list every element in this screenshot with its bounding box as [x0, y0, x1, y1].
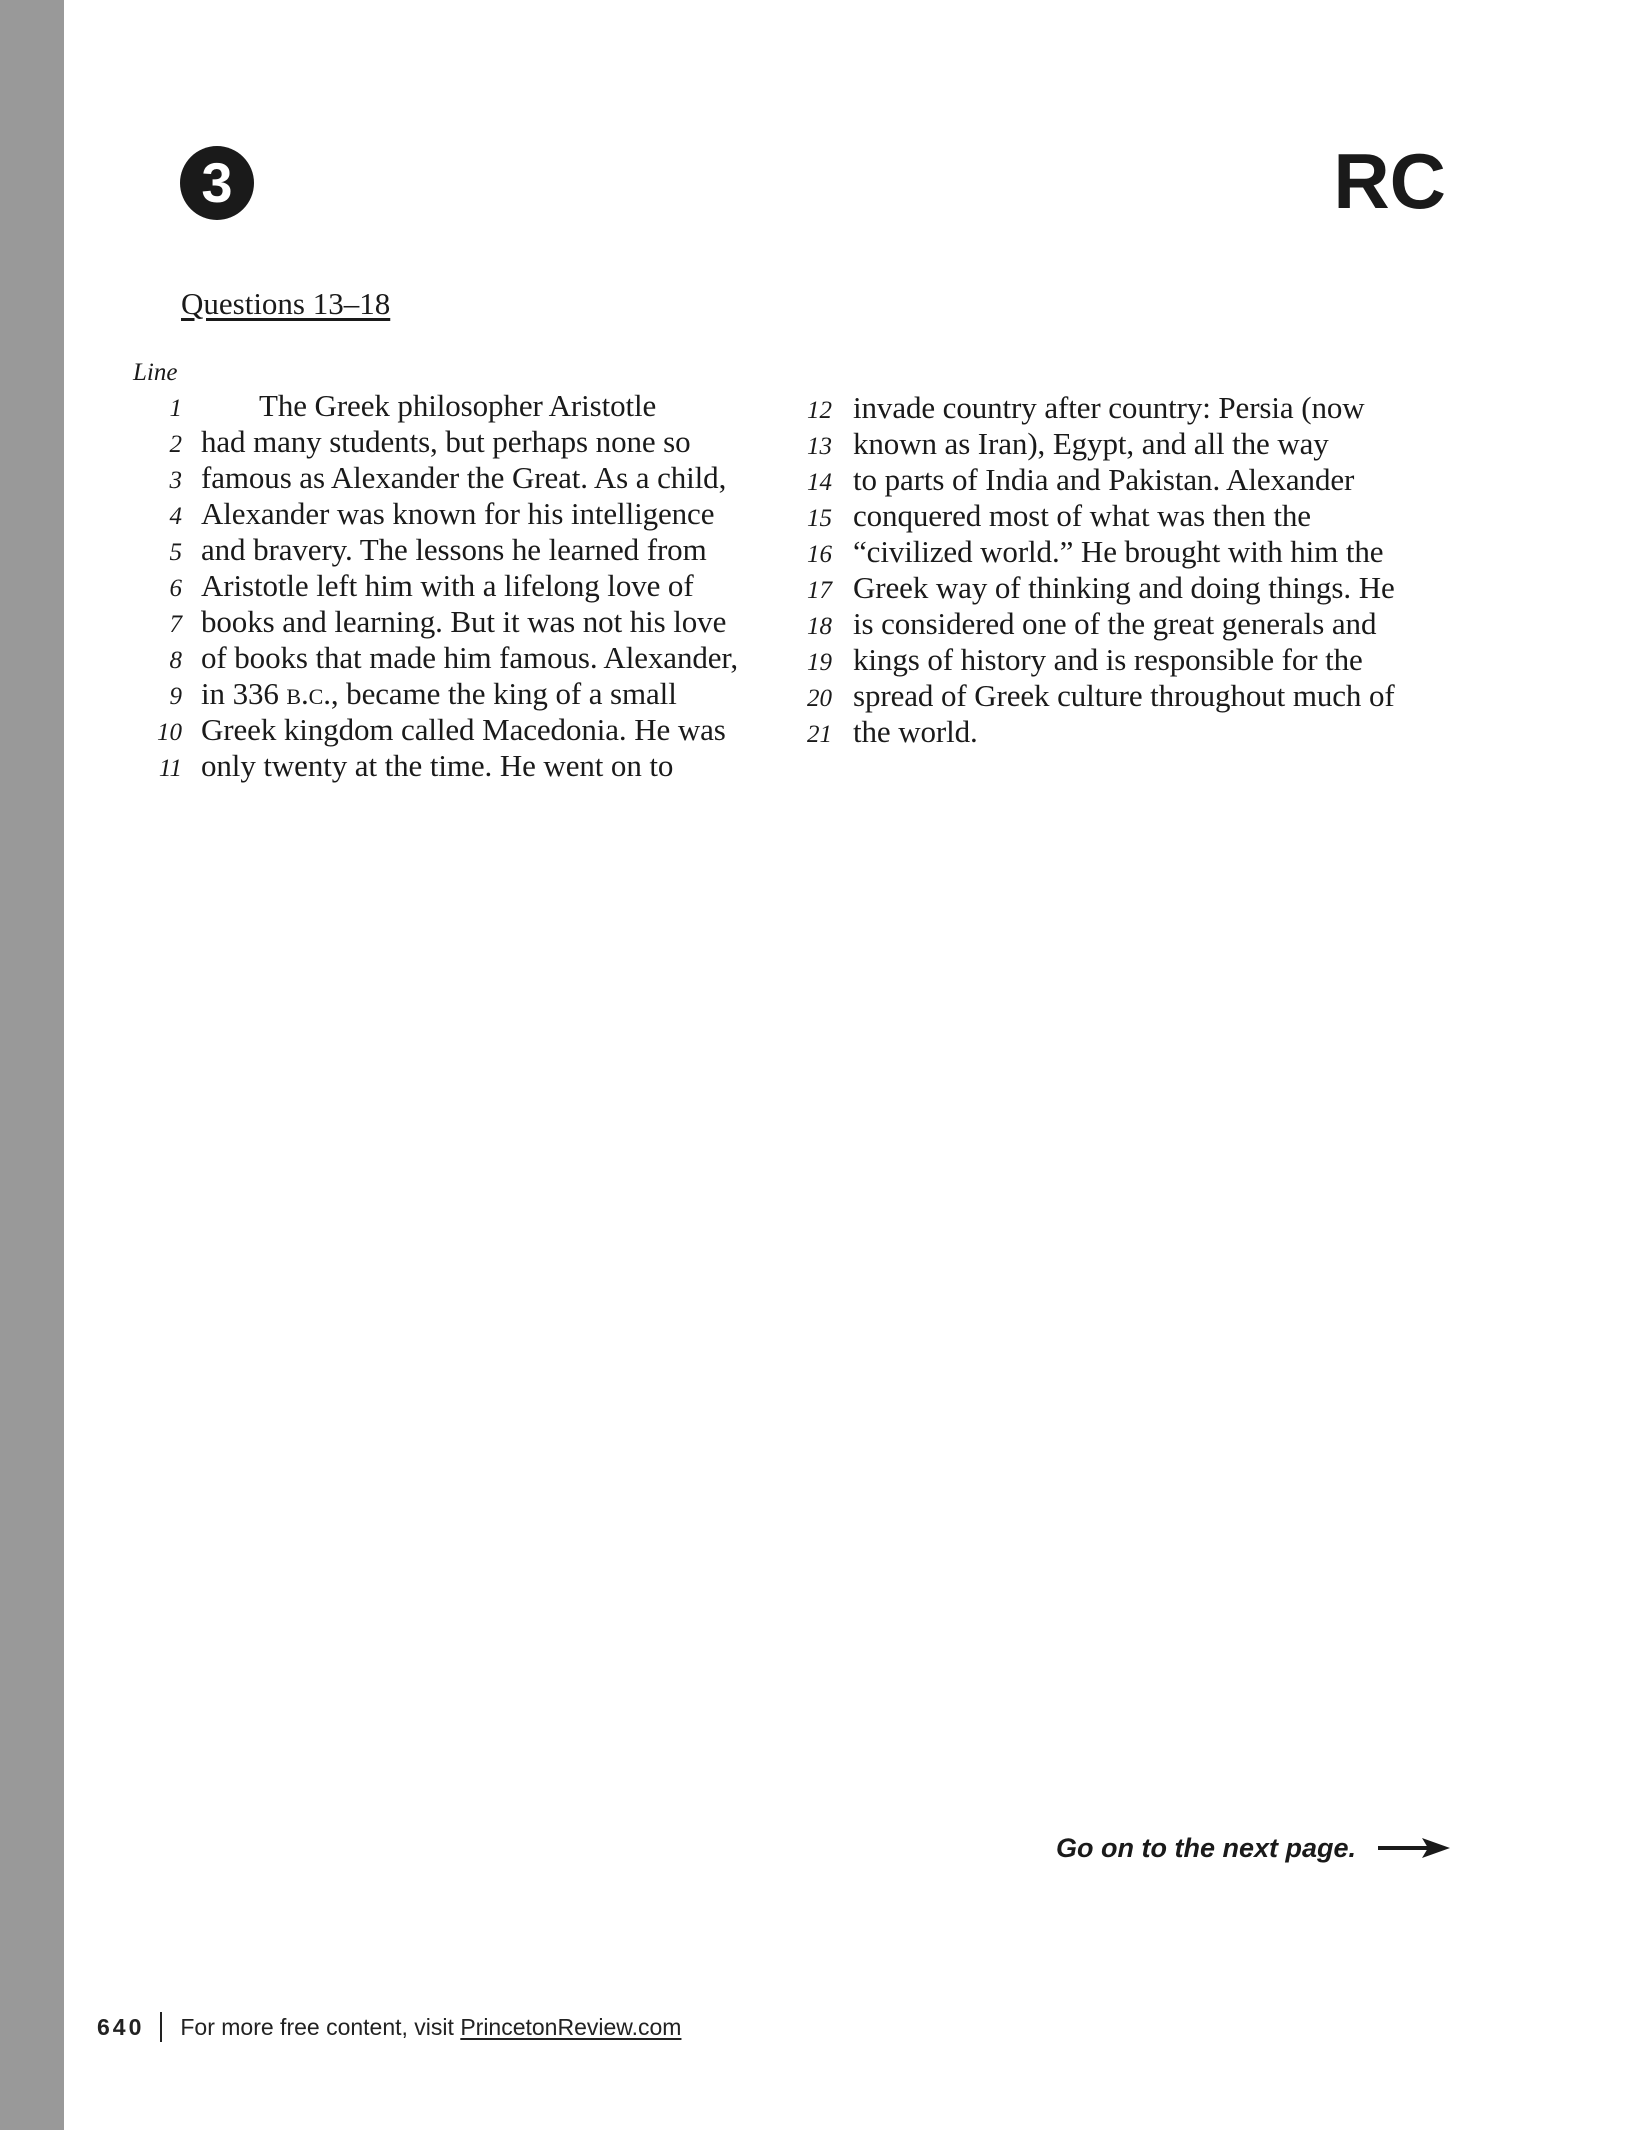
page-number: 640 — [97, 2013, 145, 2040]
passage-line — [120, 640, 738, 676]
line-number: 4 — [169, 503, 182, 530]
line-text: is considered one of the great generals and — [853, 606, 1377, 641]
line-number: 18 — [807, 613, 832, 640]
line-number: 21 — [807, 721, 832, 748]
line-text: invade country after country: Persia (now — [853, 390, 1365, 425]
passage-line — [770, 678, 1395, 714]
passage-line — [770, 426, 1395, 462]
line-text: kings of history and is responsible for the — [853, 642, 1363, 677]
line-text: books and learning. But it was not his love — [201, 604, 727, 639]
line-text: of books that made him famous. Alexander, — [201, 640, 739, 675]
line-number: 17 — [807, 577, 832, 604]
line-number: 20 — [807, 685, 832, 712]
line-text: known as Iran), Egypt, and all the way — [853, 426, 1329, 461]
passage-line — [120, 748, 738, 784]
line-text: Greek kingdom called Macedonia. He was — [201, 712, 726, 747]
passage-line — [120, 496, 738, 532]
passage-line — [770, 642, 1395, 678]
line-number: 9 — [169, 683, 182, 710]
line-text: Alexander was known for his intelligence — [201, 496, 715, 531]
footer-divider — [160, 2012, 162, 2042]
passage-line — [120, 712, 738, 748]
line-text: had many students, but perhaps none so — [201, 424, 691, 459]
next-page-prompt — [1056, 1831, 1450, 1865]
passage-left-column — [120, 388, 738, 784]
line-label: Line — [133, 359, 178, 386]
line-number: 10 — [157, 719, 182, 746]
passage-line — [120, 460, 738, 496]
line-number: 2 — [169, 431, 182, 458]
line-text: only twenty at the time. He went on to — [201, 748, 674, 783]
side-margin-bar — [0, 0, 64, 2130]
passage-line — [120, 568, 738, 604]
line-text — [201, 676, 677, 712]
right-arrow-icon — [1378, 1837, 1450, 1859]
line-number: 13 — [807, 433, 832, 460]
passage-line — [770, 570, 1395, 606]
passage-line — [120, 676, 738, 712]
line-text: “civilized world.” He brought with him the — [853, 534, 1384, 569]
passage-line — [120, 532, 738, 568]
line-text: the world. — [853, 714, 978, 749]
line-text: famous as Alexander the Great. As a child, — [201, 460, 727, 495]
section-number: 3 — [201, 151, 233, 214]
line-number: 3 — [169, 467, 182, 494]
princeton-review-link[interactable]: PrincetonReview.com — [460, 2013, 682, 2040]
passage-right-column — [770, 390, 1395, 750]
section-code: RC — [1333, 137, 1446, 225]
passage-line — [120, 424, 738, 460]
section-number-badge — [180, 146, 254, 220]
page-footer — [97, 2012, 681, 2042]
line-number: 12 — [807, 397, 832, 424]
passage-line — [120, 604, 738, 640]
passage-line — [770, 390, 1395, 426]
line-number: 1 — [169, 395, 182, 422]
line-text: spread of Greek culture throughout much of — [853, 678, 1395, 713]
line-text-part: in 336 — [201, 676, 287, 711]
line-number: 11 — [158, 755, 182, 782]
passage-line — [770, 606, 1395, 642]
line-text: and bravery. The lessons he learned from — [201, 532, 707, 567]
footer-text: For more free content, visit — [180, 2013, 461, 2040]
era-abbreviation: b.c. — [286, 676, 331, 711]
line-number: 5 — [169, 539, 182, 566]
line-text: conquered most of what was then the — [853, 498, 1311, 533]
passage-line — [770, 534, 1395, 570]
line-text: Greek way of thinking and doing things. He — [853, 570, 1395, 605]
line-text: to parts of India and Pakistan. Alexander — [853, 462, 1355, 497]
passage-line — [770, 498, 1395, 534]
questions-heading: Questions 13–18 — [181, 286, 391, 321]
line-number: 6 — [169, 575, 182, 602]
passage-line — [120, 388, 738, 424]
next-page-label: Go on to the next page. — [1056, 1833, 1357, 1863]
line-text: The Greek philosopher Aristotle — [259, 388, 657, 423]
line-number: 7 — [169, 611, 182, 638]
line-number: 19 — [807, 649, 832, 676]
passage-line — [770, 714, 1395, 750]
line-number: 14 — [807, 469, 832, 496]
passage-line — [770, 462, 1395, 498]
line-number: 15 — [807, 505, 832, 532]
line-number: 16 — [807, 541, 832, 568]
line-number: 8 — [169, 647, 182, 674]
line-text: Aristotle left him with a lifelong love of — [201, 568, 694, 603]
line-text-part: , became the king of a small — [330, 676, 677, 711]
